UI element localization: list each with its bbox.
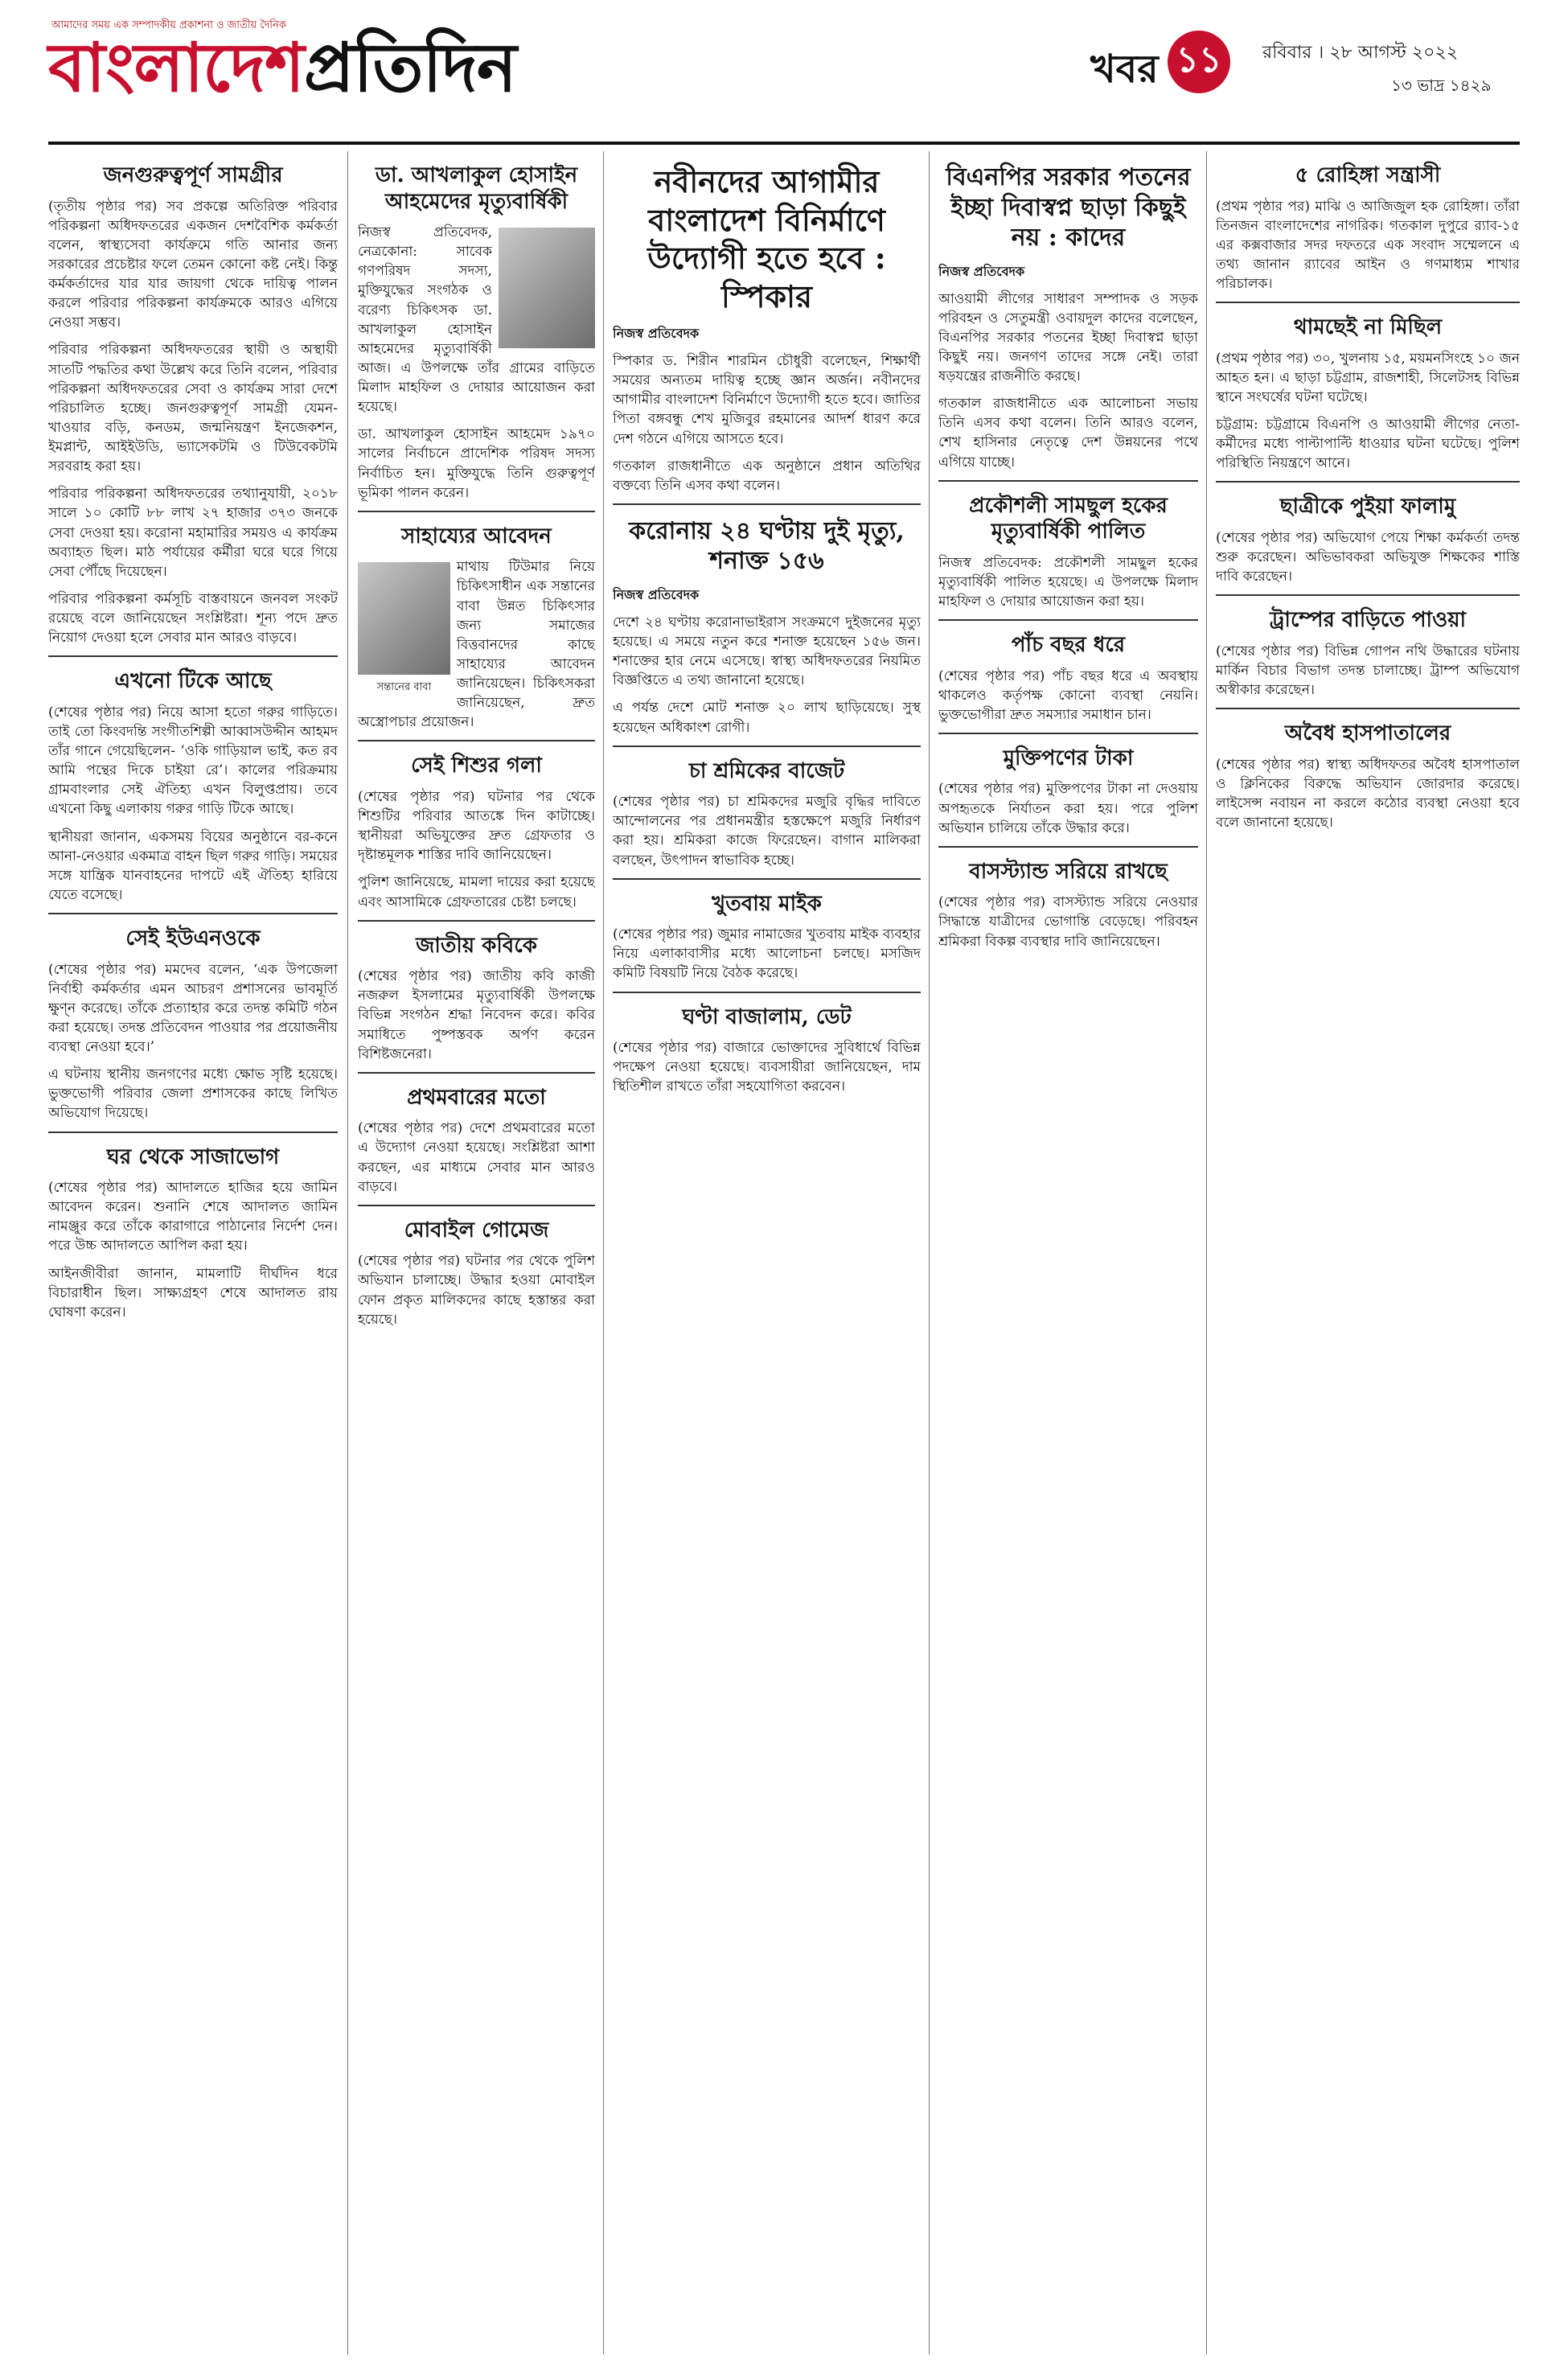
article-paragraph: (প্রথম পৃষ্ঠার পর) মাঝি ও আজিজুল হক রোহিঙ্গা। তাঁরা তিনজন বাংলাদেশের নাগরিক। গতকাল দুপুরে র‌্যাব-১৫ এর কক্সবাজার সদর দফতরে এক সংবাদ সম্মেলনে এ তথ্য জানান র‌্যাবের আইন ও গণমাধ্যম শাখার পরিচালক।	[1216, 198, 1520, 292]
article-divider	[358, 740, 595, 741]
brand	[48, 13, 611, 133]
article-headline: জনগুরুত্বপূর্ণ সামগ্রীর	[103, 163, 283, 187]
article-headline: চা শ্রমিকের বাজেট	[688, 758, 845, 783]
page-number-badge: ১১	[1168, 31, 1230, 93]
article-divider	[613, 992, 921, 993]
article-paragraph: দেশে ২৪ ঘণ্টায় করোনাভাইরাস সংক্রমণে দুইজনের মৃত্যু হয়েছে। এ সময়ে নতুন করে শনাক্ত হয়েছেন ১৫৬ জন। শনাক্তের হার নেমে এসেছে। স্বাস্থ্য অধিদফতরের নিয়মিত বিজ্ঞপ্তিতে এ তথ্য জানানো হয়েছে।	[613, 614, 921, 689]
article-divider	[1216, 594, 1520, 596]
section-title: খবর	[1090, 47, 1159, 92]
byline: নিজস্ব প্রতিবেদক	[613, 326, 700, 341]
article-divider	[938, 733, 1198, 734]
article-paragraph: পরিবার পরিকল্পনা কর্মসূচি বাস্তবায়নে জনবল সংকট রয়েছে বলে জানিয়েছেন সংশ্লিষ্টরা। শূন্য পদে দ্রুত নিয়োগ দেওয়া হলে সেবার মান আরও বাড়বে।	[48, 590, 338, 647]
article-paragraph: (শেষের পৃষ্ঠার পর) মমদেব বলেন, ‘এক উপজেলা নির্বাহী কর্মকর্তার এমন আচরণ প্রশাসনের ভাবমূর্তি ক্ষুণ্ন করেছে। তাঁকে প্রত্যাহার করে তদন্ত কমিটি গঠন করা হয়েছে। তদন্ত প্রতিবেদন পাওয়ার পর প্রয়োজনীয় ব্যবস্থা নেওয়া হবে।’	[48, 961, 338, 1055]
masthead	[0, 0, 1568, 150]
article-headline: মোবাইল গোমেজ	[404, 1218, 549, 1242]
article-headline: প্রকৌশলী সামছুল হকের মৃত্যুবার্ষিকী পালিত	[969, 493, 1168, 544]
article-divider	[358, 511, 595, 512]
masthead-rule	[48, 142, 1520, 145]
article-paragraph: পরিবার পরিকল্পনা অধিদফতরের স্থায়ী ও অস্থায়ী সাতটি পদ্ধতির কথা উল্লেখ করে তিনি বলেন, পরিবার পরিকল্পনা অধিদফতরের সেবা ও কার্যক্রম সারা দেশে পরিচালিত হচ্ছে। জনগুরুত্বপূর্ণ সামগ্রী যেমন- খাওয়ার বড়ি, কনডম, জন্মনিয়ন্ত্রণ ইনজেকশন, ইমপ্লান্ট, আইইউডি, ভ্যাসেকটমি ও টিউবেকটমি সরবরাহ করা হয়।	[48, 342, 338, 475]
article-headline: এখনো টিকে আছে	[114, 669, 272, 694]
article-paragraph: গতকাল রাজধানীতে এক অনুষ্ঠানে প্রধান অতিথির বক্তব্যে তিনি এসব কথা বলেন।	[613, 458, 921, 494]
article-divider	[358, 1205, 595, 1206]
article-headline: সেই শিশুর গলা	[411, 754, 542, 778]
article-paragraph: আওয়ামী লীগের সাধারণ সম্পাদক ও সড়ক পরিবহন ও সেতুমন্ত্রী ওবায়দুল কাদের বলেছেন, বিএনপির সরকার পতনের ইচ্ছা দিবাস্বপ্ন ছাড়া কিছুই নয়। জনগণ তাদের সঙ্গে নেই। তারা ষড়যন্ত্রের রাজনীতি করছে।	[938, 290, 1198, 384]
article-paragraph: গতকাল রাজধানীতে এক আলোচনা সভায় তিনি এসব কথা বলেন। তিনি আরও বলেন, শেখ হাসিনার নেতৃত্বে দেশ উন্নয়নের পথে এগিয়ে যাচ্ছে।	[938, 396, 1198, 470]
column-3	[613, 151, 921, 2355]
article-headline: প্রথমবারের মতো	[407, 1085, 546, 1110]
article-headline: খুতবায় মাইক	[712, 891, 822, 916]
article-paragraph: (শেষের পৃষ্ঠার পর) ঘটনার পর থেকে শিশুটির পরিবার আতঙ্কে দিন কাটাচ্ছে। স্থানীয়রা অভিযুক্তের দ্রুত গ্রেফতার ও দৃষ্টান্তমূলক শাস্তির দাবি জানিয়েছেন।	[358, 788, 595, 864]
article-paragraph: (শেষের পৃষ্ঠার পর) স্বাস্থ্য অধিদফতর অবৈধ হাসপাতাল ও ক্লিনিকের বিরুদ্ধে অভিযান জোরদার করেছে। লাইসেন্স নবায়ন না করলে কঠোর ব্যবস্থা নেওয়া হবে বলে জানানো হয়েছে।	[1216, 756, 1520, 831]
article-paragraph: (প্রথম পৃষ্ঠার পর) ৩০, খুলনায় ১৫, ময়মনসিংহে ১০ জন আহত হন। এ ছাড়া চট্টগ্রাম, রাজশাহী, সিলেটসহ বিভিন্ন স্থানে সংঘর্ষের ঘটনা ঘটেছে।	[1216, 350, 1520, 405]
column-divider	[347, 151, 348, 2355]
article-divider	[48, 1132, 338, 1133]
portrait-photo	[499, 228, 595, 348]
date-line-bangla: ১৩ ভাদ্র ১৪২৯	[1391, 76, 1492, 95]
article-paragraph: (শেষের পৃষ্ঠার পর) জুমার নামাজের খুতবায় মাইক ব্যবহার নিয়ে এলাকাবাসীর মধ্যে আলোচনা চলছে। মসজিদ কমিটি বিষয়টি নিয়ে বৈঠক করেছে।	[613, 926, 921, 982]
article-headline: ঘণ্টা বাজালাম, ডেট	[682, 1004, 852, 1029]
article-headline: পাঁচ বছর ধরে	[1011, 633, 1126, 657]
article-paragraph: আইনজীবীরা জানান, মামলাটি দীর্ঘদিন ধরে বিচারাধীন ছিল। সাক্ষ্যগ্রহণ শেষে আদালত রায় ঘোষণা করেন।	[48, 1265, 338, 1320]
article-paragraph: এ ঘটনায় স্থানীয় জনগণের মধ্যে ক্ষোভ সৃষ্টি হয়েছে। ভুক্তভোগী পরিবার জেলা প্রশাসকের কাছে লিখিত অভিযোগ দিয়েছে।	[48, 1066, 338, 1122]
column-4	[938, 151, 1198, 2355]
article-divider	[938, 846, 1198, 848]
article-divider	[48, 655, 338, 657]
date-line: রবিবার । ২৮ আগস্ট ২০২২	[1262, 43, 1459, 63]
column-2	[358, 151, 595, 2355]
article-headline: মুক্তিপণের টাকা	[1003, 745, 1134, 770]
column-divider	[603, 151, 604, 2355]
article-paragraph: (শেষের পৃষ্ঠার পর) বিভিন্ন গোপন নথি উদ্ধারের ঘটনায় মার্কিন বিচার বিভাগ তদন্ত চালাচ্ছে। ট্রাম্প অভিযোগ অস্বীকার করেছেন।	[1216, 643, 1520, 698]
article-headline: সাহায্যের আবেদন	[401, 524, 552, 548]
article-paragraph: (শেষের পৃষ্ঠার পর) বাসস্ট্যান্ড সরিয়ে নেওয়ার সিদ্ধান্তে যাত্রীদের ভোগান্তি বেড়েছে। পরিবহন শ্রমিকরা বিকল্প ব্যবস্থার দাবি জানিয়েছেন।	[938, 894, 1198, 950]
article-headline: ঘর থেকে সাজাভোগ	[106, 1144, 280, 1169]
article-paragraph: এ পর্যন্ত দেশে মোট শনাক্ত ২০ লাখ ছাড়িয়েছে। সুস্থ হয়েছেন অধিকাংশ রোগী।	[613, 700, 921, 736]
brand-tagline: আমাদের সময় এক সম্পাদকীয় প্রকাশনা ও জাতীয় দৈনিক	[51, 19, 287, 31]
article-headline: বাসস্ট্যান্ড সরিয়ে রাখছে	[969, 859, 1168, 884]
article-paragraph: ডা. আখলাকুল হোসাইন আহমেদ ১৯৭০ সালের নির্বাচনে প্রাদেশিক পরিষদ সদস্য নির্বাচিত হন। মুক্তিযুদ্ধে তিনি গুরুত্বপূর্ণ ভূমিকা পালন করেন।	[358, 426, 595, 501]
logo-part2: প্রতিদিন	[303, 28, 516, 107]
article-divider	[48, 913, 338, 914]
article-headline: ছাত্রীকে পুইয়া ফালামু	[1279, 495, 1456, 520]
article-divider	[1216, 708, 1520, 709]
article-paragraph: নিজস্ব প্রতিবেদক: প্রকৌশলী সামছুল হকের মৃত্যুবার্ষিকী পালিত হয়েছে। এ উপলক্ষে মিলাদ মাহফিল ও দোয়ার আয়োজন করা হয়।	[938, 554, 1198, 610]
article-paragraph: (শেষের পৃষ্ঠার পর) নিয়ে আসা হতো গরুর গাড়িতে। তাই তো কিংবদন্তি সংগীতশিল্পী আব্বাসউদ্দীন আহমদ তাঁর গানে গেয়েছিলেন- ‘ওকি গাড়িয়াল ভাই, কত রব আমি পন্থের দিকে চাইয়া রে’। কালের পরিক্রমায় গ্রামবাংলার সেই ঐতিহ্য এখন বিলুপ্তপ্রায়। তবে এখনো কিছু এলাকায় গরুর গাড়ি টিকে আছে।	[48, 704, 338, 818]
logo-part1: বাংলাদেশ	[48, 28, 304, 107]
article-headline: ৫ রোহিঙ্গা সন্ত্রাসী	[1295, 163, 1441, 187]
article-headline: থামছেই না মিছিল	[1293, 315, 1443, 340]
photo-block	[358, 557, 450, 696]
column-5	[1216, 151, 1520, 2355]
article-divider	[358, 1072, 595, 1074]
byline: নিজস্ব প্রতিবেদক	[613, 586, 700, 602]
person-photo	[358, 562, 450, 675]
article-divider	[613, 503, 921, 505]
article-paragraph: মাথায় টিউমার নিয়ে চিকিৎসাধীন এক সন্তানের বাবা উন্নত চিকিৎসার জন্য সমাজের বিত্তবানদের কাছে সাহায্যের আবেদন জানিয়েছেন। চিকিৎসকরা জানিয়েছেন, দ্রুত অস্ত্রোপচার প্রয়োজন।	[358, 559, 595, 731]
article-divider	[358, 920, 595, 922]
column-1	[48, 151, 338, 2355]
article-headline: ট্রাম্পের বাড়িতে পাওয়া	[1269, 608, 1467, 633]
article-headline: সেই ইউএনওকে	[125, 926, 261, 951]
column-divider	[1206, 151, 1207, 2355]
article-headline: ডা. আখলাকুল হোসাইন আহমেদের মৃত্যুবার্ষিকী	[375, 163, 578, 214]
article-divider	[938, 619, 1198, 621]
article-paragraph: নিজস্ব প্রতিবেদক, নেত্রকোনা: সাবেক গণপরিষদ সদস্য, মুক্তিযুদ্ধের সংগঠক ও বরেণ্য চিকিৎসক ডা. আখলাকুল হোসাইন আহমেদের মৃত্যুবার্ষিকী আজ। এ উপলক্ষে তাঁর গ্রামের বাড়িতে মিলাদ মাহফিল ও দোয়ার আয়োজন করা হয়েছে।	[358, 224, 595, 416]
article-paragraph: পরিবার পরিকল্পনা অধিদফতরের তথ্যানুযায়ী, ২০১৮ সালে ১০ কোটি ৮৮ লাখ ২৭ হাজার ৩৭৩ জনকে সেবা দেওয়া হয়। করোনা মহামারির সময়ও এ কার্যক্রম অব্যাহত ছিল। মাঠ পর্যায়ের কর্মীরা ঘরে ঘরে গিয়ে সেবা পৌঁছে দিয়েছেন।	[48, 486, 338, 580]
article-headline: করোনায় ২৪ ঘণ্টায় দুই মৃত্যু, শনাক্ত ১৫৬	[629, 516, 905, 576]
article-divider	[1216, 302, 1520, 303]
lead-headline: নবীনদের আগামীর বাংলাদেশ বিনির্মাণে উদ্যোগী হতে হবে : স্পিকার	[647, 163, 886, 314]
article-headline: জাতীয় কবিকে	[416, 933, 537, 958]
photo-caption: সন্তানের বাবা	[376, 681, 432, 694]
article-divider	[1216, 481, 1520, 483]
article-divider	[938, 480, 1198, 482]
article-paragraph: (শেষের পৃষ্ঠার পর) ঘটনার পর থেকে পুলিশ অভিযান চালাচ্ছে। উদ্ধার হওয়া মোবাইল ফোন প্রকৃত মালিকদের কাছে হস্তান্তর করা হয়েছে।	[358, 1253, 595, 1328]
article-divider	[613, 878, 921, 880]
column-divider	[929, 151, 930, 2355]
article-headline: অবৈধ হাসপাতালের	[1284, 721, 1451, 746]
article-paragraph: স্থানীয়রা জানান, একসময় বিয়ের অনুষ্ঠানে বর-কনে আনা-নেওয়ার একমাত্র বাহন ছিল গরুর গাড়ি। সময়ের সঙ্গে যান্ত্রিক যানবাহনের দাপটে এই ঐতিহ্য হারিয়ে যেতে বসেছে।	[48, 828, 338, 903]
article-paragraph: (শেষের পৃষ্ঠার পর) আদালতে হাজির হয়ে জামিন আবেদন করেন। শুনানি শেষে আদালত জামিন নামঞ্জুর করে তাঁকে কারাগারে পাঠানোর নির্দেশ দেন। পরে উচ্চ আদালতে আপিল করা হয়।	[48, 1180, 338, 1255]
article-paragraph: (শেষের পৃষ্ঠার পর) অভিযোগ পেয়ে শিক্ষা কর্মকর্তা তদন্ত শুরু করেছেন। অভিভাবকরা অভিযুক্ত শিক্ষকের শাস্তি দাবি করেছেন।	[1216, 529, 1520, 585]
byline: নিজস্ব প্রতিবেদক	[938, 263, 1025, 279]
article-paragraph: (শেষের পৃষ্ঠার পর) মুক্তিপণের টাকা না দেওয়ায় অপহৃতকে নির্যাতন করা হয়। পরে পুলিশ অভিযান চালিয়ে তাঁকে উদ্ধার করে।	[938, 781, 1198, 836]
article-headline: বিএনপির সরকার পতনের ইচ্ছা দিবাস্বপ্ন ছাড়া কিছুই নয় : কাদের	[946, 163, 1191, 252]
article-paragraph: (শেষের পৃষ্ঠার পর) বাজারে ভোক্তাদের সুবিধার্থে বিভিন্ন পদক্ষেপ নেওয়া হয়েছে। ব্যবসায়ীরা জানিয়েছেন, দাম স্থিতিশীল রাখতে তাঁরা সহযোগিতা করবেন।	[613, 1040, 921, 1095]
article-paragraph: চট্টগ্রাম: চট্টগ্রামে বিএনপি ও আওয়ামী লীগের নেতা-কর্মীদের মধ্যে পাল্টাপাল্টি ধাওয়ার ঘটনা ঘটেছে। পুলিশ পরিস্থিতি নিয়ন্ত্রণে আনে।	[1216, 417, 1520, 472]
article-paragraph: (তৃতীয় পৃষ্ঠার পর) সব প্রকল্পে অতিরিক্ত পরিবার পরিকল্পনা অধিদফতরের একজন দেশবৈশিক কর্মকর্তা বলেন, স্বাস্থ্যসেবা কার্যক্রমে গতি আনার জন্য সরকারের প্রচেষ্টার ফলে তেমন কোনো কষ্ট নেই। কিন্তু কর্মকর্তাদের যার যার জায়গা থেকে দায়িত্ব পালন করলে পরিবার পরিকল্পনা কার্যক্রমকে আরও এগিয়ে নেওয়া সম্ভব।	[48, 198, 338, 331]
article-paragraph: (শেষের পৃষ্ঠার পর) চা শ্রমিকদের মজুরি বৃদ্ধির দাবিতে আন্দোলনের পর প্রধানমন্ত্রীর হস্তক্ষেপে মজুরি নির্ধারণ করা হয়। শ্রমিকরা কাজে ফিরেছেন। বাগান মালিকরা বলছেন, উৎপাদন স্বাভাবিক হচ্ছে।	[613, 794, 921, 869]
article-divider	[613, 745, 921, 747]
article-paragraph: (শেষের পৃষ্ঠার পর) দেশে প্রথমবারের মতো এ উদ্যোগ নেওয়া হয়েছে। সংশ্লিষ্টরা আশা করছেন, এর মাধ্যমে সেবার মান আরও বাড়বে।	[358, 1120, 595, 1195]
article-paragraph: (শেষের পৃষ্ঠার পর) জাতীয় কবি কাজী নজরুল ইসলামের মৃত্যুবার্ষিকী উপলক্ষে বিভিন্ন সংগঠন শ্রদ্ধা নিবেদন করে। কবির সমাধিতে পুষ্পস্তবক অর্পণ করেন বিশিষ্টজনেরা।	[358, 968, 595, 1062]
article-paragraph: (শেষের পৃষ্ঠার পর) পাঁচ বছর ধরে এ অবস্থায় থাকলেও কর্তৃপক্ষ কোনো ব্যবস্থা নেয়নি। ভুক্তভোগীরা দ্রুত সমস্যার সমাধান চান।	[938, 667, 1198, 723]
newspaper-logo	[48, 28, 516, 107]
article-paragraph: স্পিকার ড. শিরীন শারমিন চৌধুরী বলেছেন, শিক্ষার্থী সময়ের অন্যতম দায়িত্ব হচ্ছে জ্ঞান অর্জন। নবীনদের আগামীর বাংলাদেশ বিনির্মাণে উদ্যোগী হতে হবে। জাতির পিতা বঙ্গবন্ধু শেখ মুজিবুর রহমানের আদর্শ ধারণ করে দেশ গঠনে এগিয়ে আসতে হবে।	[613, 353, 921, 447]
article-paragraph: পুলিশ জানিয়েছে, মামলা দায়ের করা হয়েছে এবং আসামিকে গ্রেফতারের চেষ্টা চলছে।	[358, 874, 595, 910]
